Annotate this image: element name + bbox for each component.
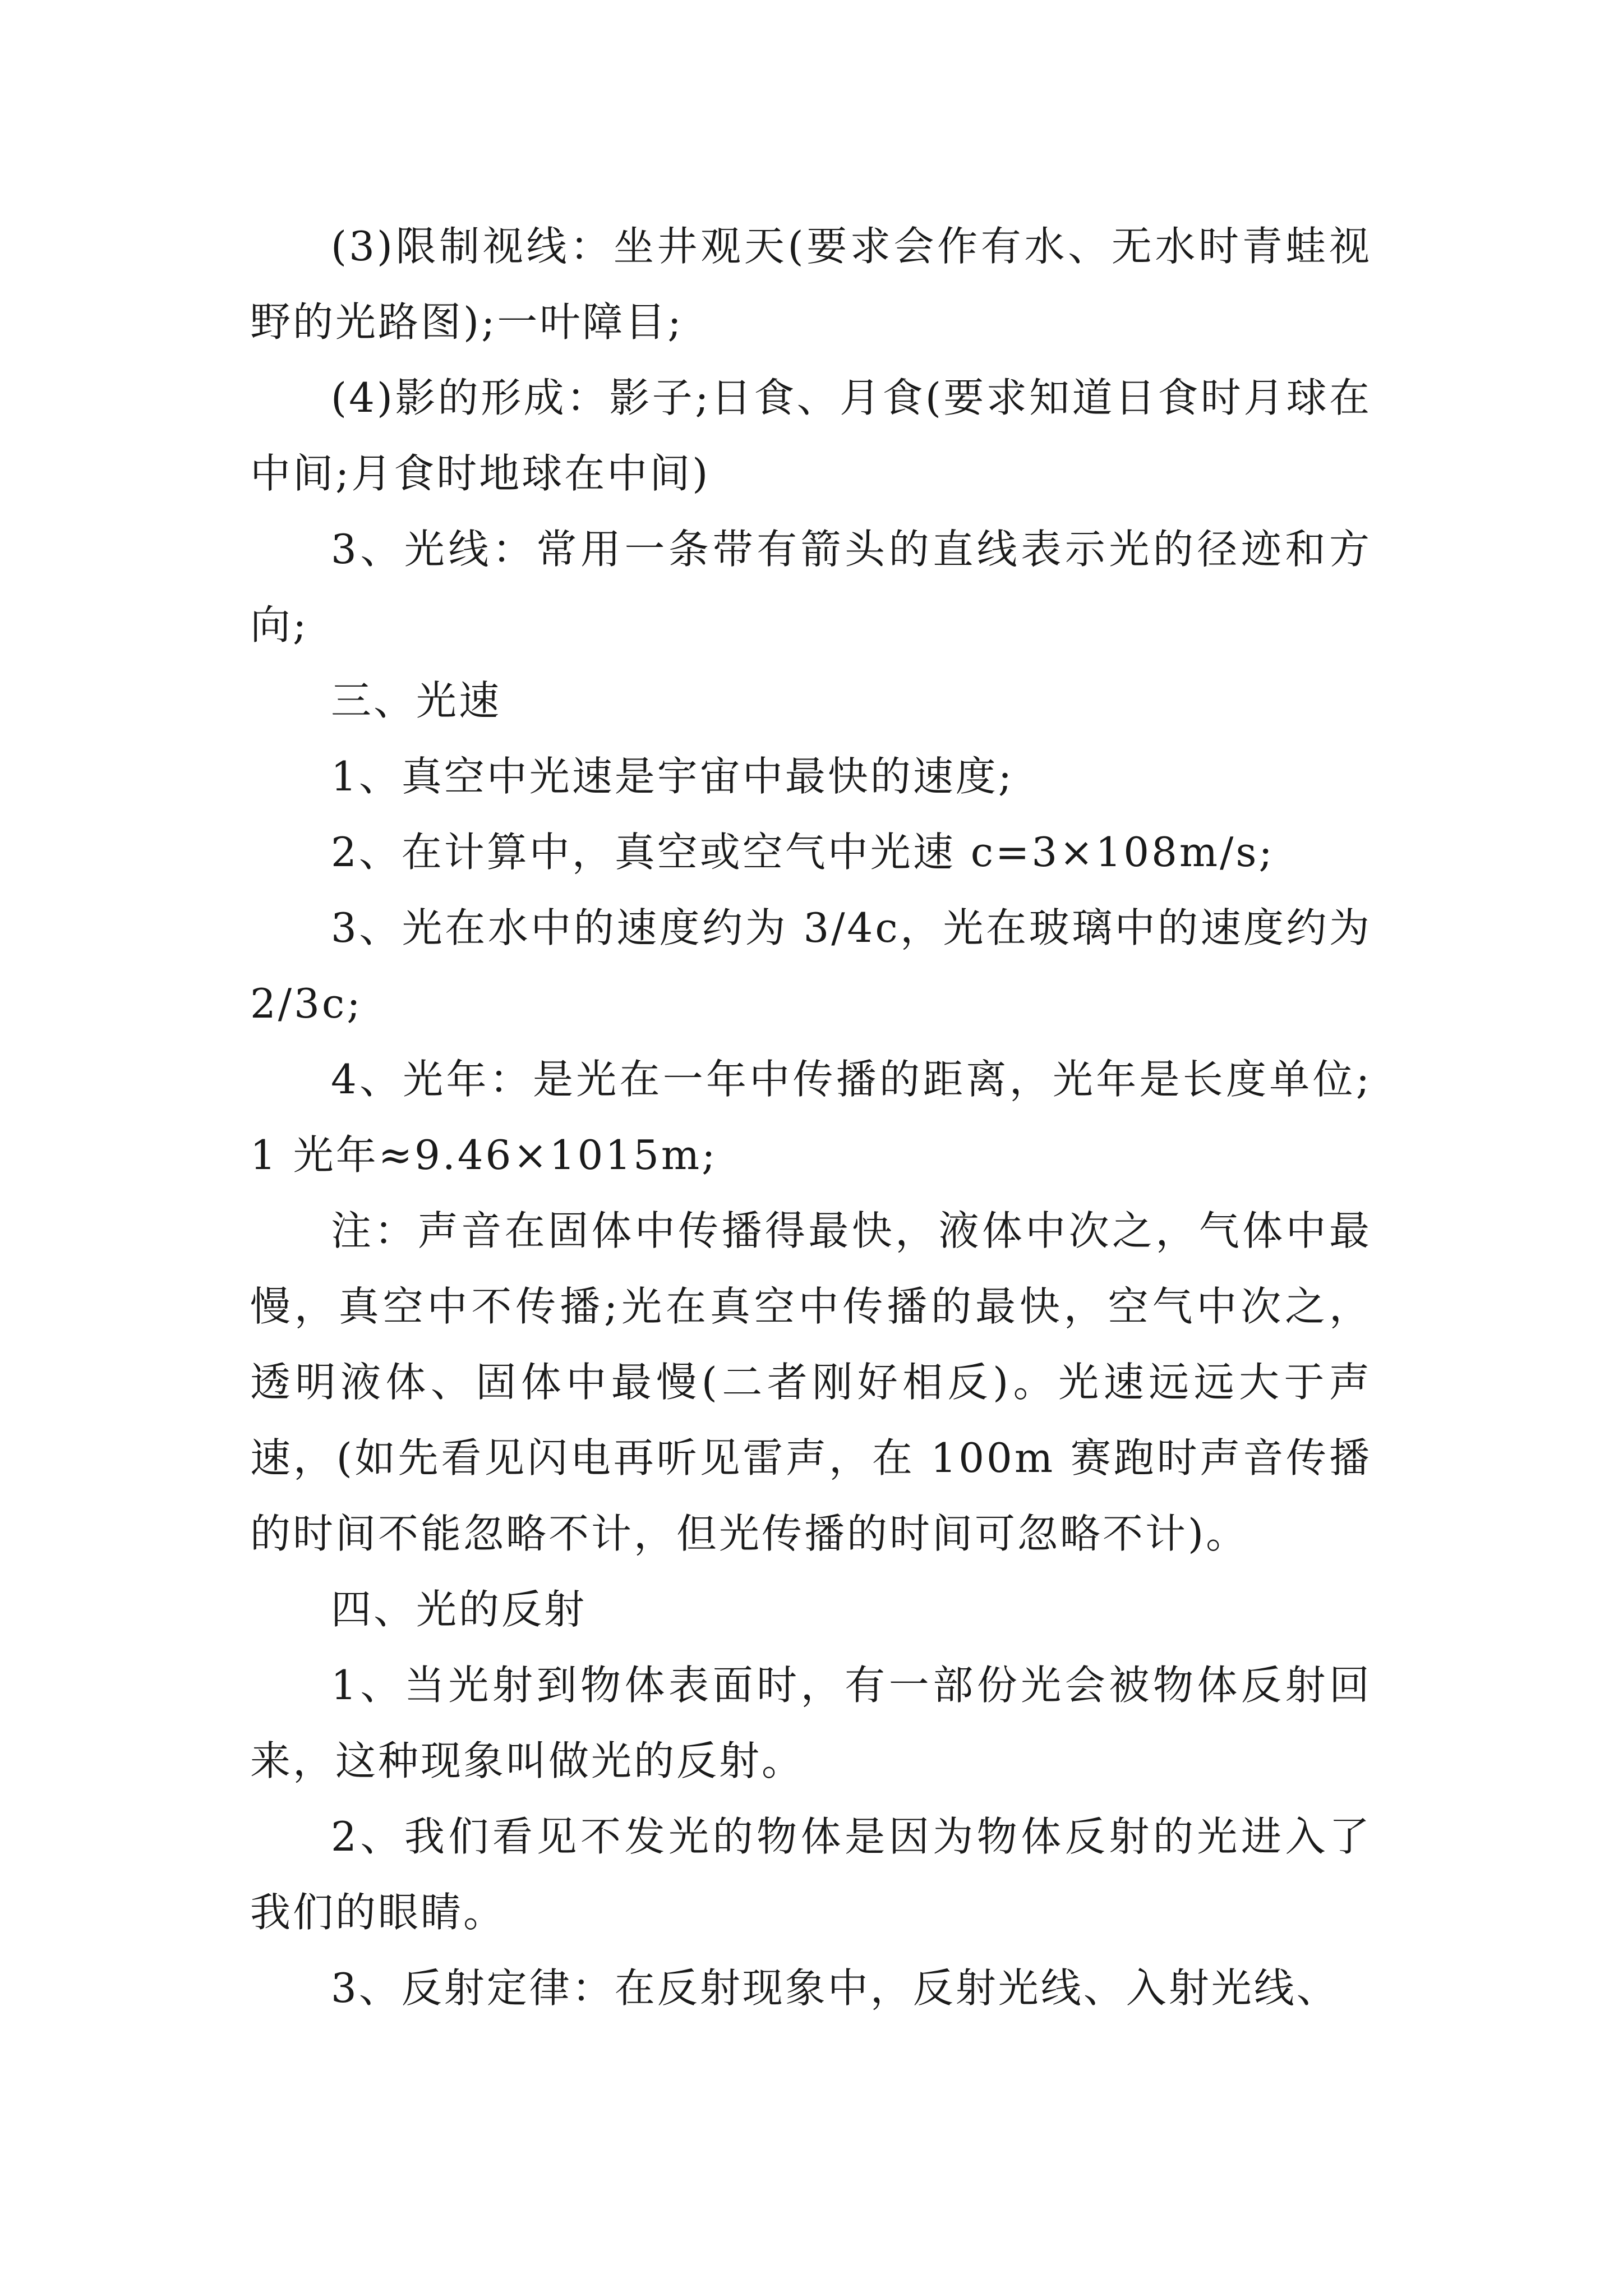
- section-heading-light-speed: 三、光速: [331, 677, 502, 724]
- paragraph-light-year: 4、光年：是光在一年中传播的距离，光年是长度单位;1 光年≈9.46×1015m;: [250, 1056, 1372, 1179]
- paragraph-reflection-law: 3、反射定律：在反射现象中，反射光线、入射光线、: [331, 1964, 1339, 2012]
- section-heading-reflection: 四、光的反射: [331, 1586, 587, 1633]
- paragraph-shadow-formation: (4)影的形成：影子;日食、月食(要求知道日食时月球在中间;月食时地球在中间): [250, 374, 1372, 497]
- paragraph-speed-calculation: 2、在计算中，真空或空气中光速 c=3×108m/s;: [331, 829, 1275, 876]
- paragraph-speed-in-media: 3、光在水中的速度约为 3/4c，光在玻璃中的速度约为 2/3c;: [250, 904, 1372, 1027]
- paragraph-reflection-definition: 1、当光射到物体表面时，有一部份光会被物体反射回来，这种现象叫做光的反射。: [250, 1662, 1372, 1784]
- paragraph-seeing-objects: 2、我们看见不发光的物体是因为物体反射的光进入了我们的眼睛。: [250, 1813, 1372, 1936]
- document-body: [250, 209, 1372, 2026]
- paragraph-note-sound-vs-light: 注：声音在固体中传播得最快，液体中次之，气体中最慢，真空中不传播;光在真空中传播的最快，空气中次之，透明液体、固体中最慢(二者刚好相反)。光速远远大于声速，(如先看见闪电再听见雷声，在 100m 赛跑时声音传播的时间不能忽略不计，但光传播的时间可忽略不计)。: [250, 1207, 1372, 1557]
- paragraph-light-ray: 3、光线：常用一条带有箭头的直线表示光的径迹和方向;: [250, 526, 1372, 648]
- paragraph-limit-sight: (3)限制视线：坐井观天(要求会作有水、无水时青蛙视野的光路图);一叶障目;: [250, 223, 1372, 346]
- paragraph-vacuum-speed: 1、真空中光速是宇宙中最快的速度;: [331, 753, 1015, 800]
